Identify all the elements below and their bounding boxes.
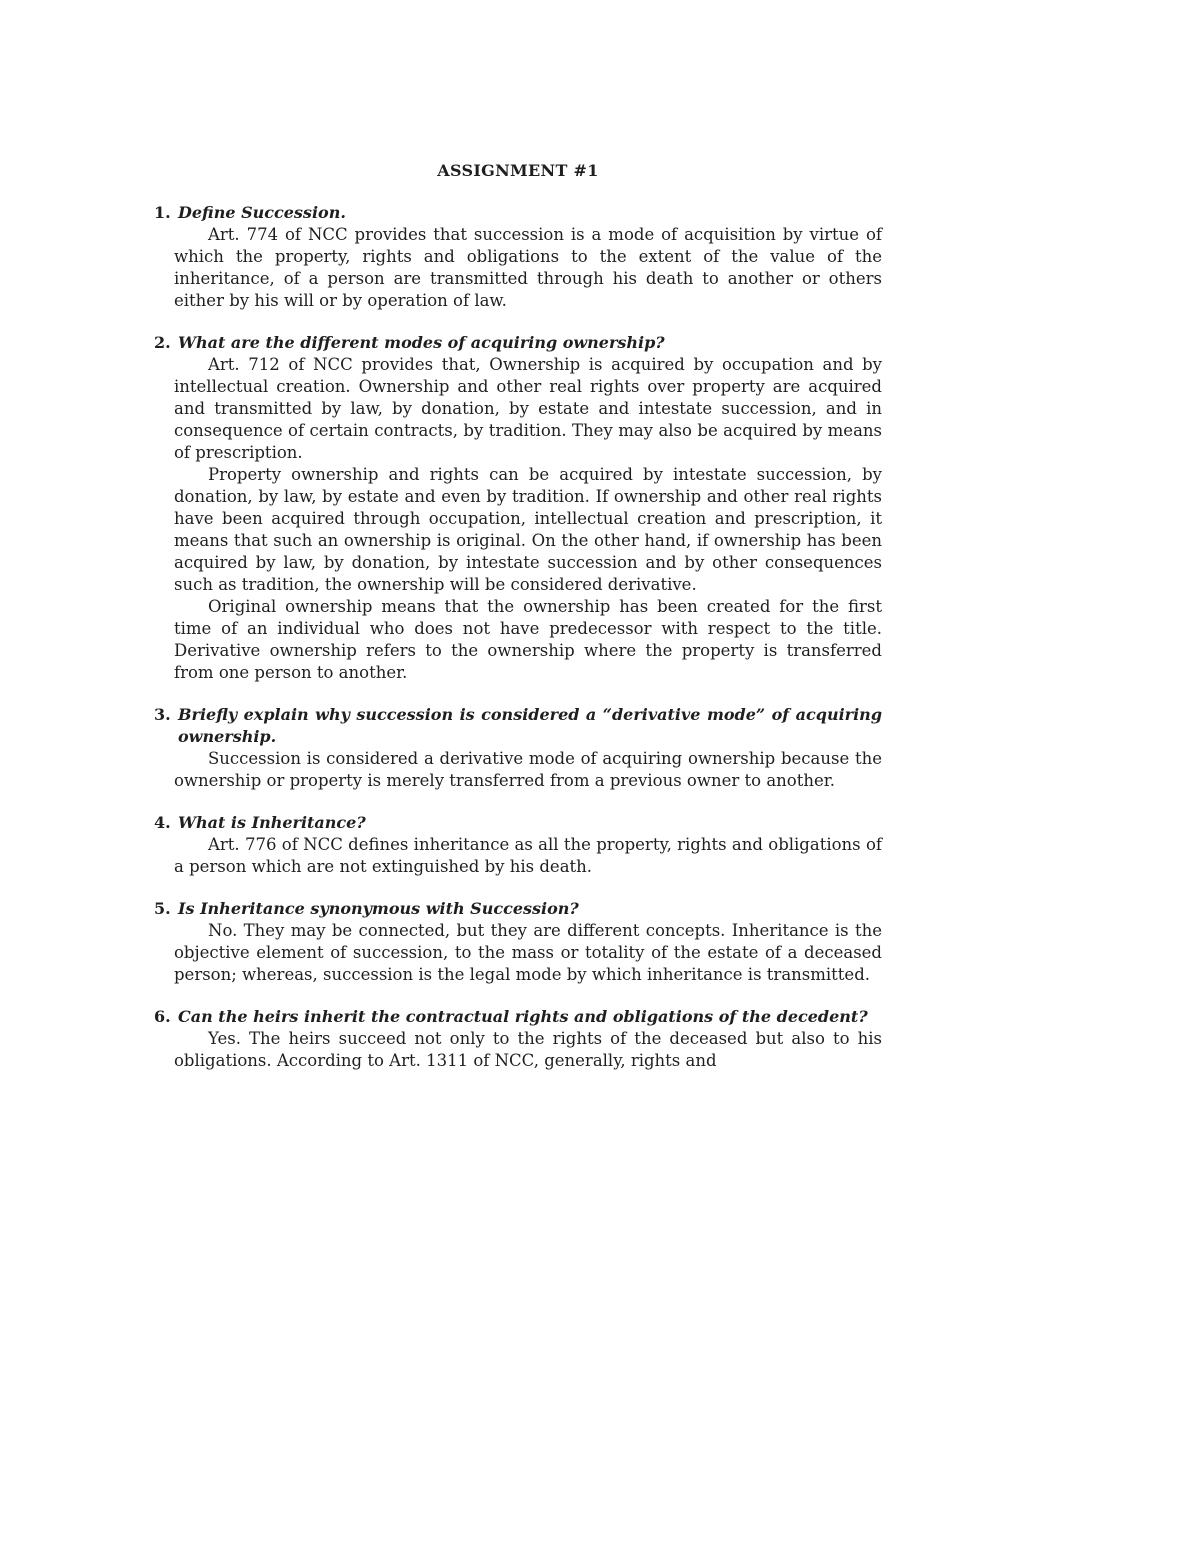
answer-paragraph: Succession is considered a derivative mode of acquiring ownership because the ownership or property is merely transferred from a previous owner to another. xyxy=(174,749,882,790)
question-text: Define Succession. xyxy=(178,203,346,222)
question-heading xyxy=(154,704,882,748)
question-number: 4. xyxy=(154,813,171,832)
question-heading xyxy=(154,202,882,224)
question-text: Briefly explain why succession is considered a “derivative mode” of acquiring ownership. xyxy=(178,705,882,746)
question-heading xyxy=(154,332,882,354)
question-item-3 xyxy=(154,704,882,792)
question-number: 5. xyxy=(154,899,171,918)
question-number: 1. xyxy=(154,203,171,222)
question-item-5 xyxy=(154,898,882,986)
question-item-1 xyxy=(154,202,882,312)
answer-paragraph: Art. 712 of NCC provides that, Ownership is acquired by occupation and by intellectual creation. Ownership and other real rights over property are acquired and transmitted by law, by donation, by estate and intestate succession, and in consequence of certain contracts, by tradition. They may also be acquired by means of prescription. xyxy=(174,355,882,462)
answer-paragraph: Original ownership means that the ownership has been created for the first time of an individual who does not have predecessor with respect to the title. Derivative ownership refers to the ownership where the property is transferred from one person to another. xyxy=(174,597,882,682)
page-title: ASSIGNMENT #1 xyxy=(437,161,599,180)
answer-paragraph: Art. 774 of NCC provides that succession is a mode of acquisition by virtue of which the property, rights and obligations to the extent of the value of the inheritance, of a person are transmitted through his death to another or others either by his will or by operation of law. xyxy=(174,225,882,310)
question-text: Can the heirs inherit the contractual rights and obligations of the decedent? xyxy=(178,1007,868,1026)
question-text: What are the different modes of acquiring ownership? xyxy=(178,333,665,352)
question-item-6 xyxy=(154,1006,882,1072)
answer-paragraph: No. They may be connected, but they are different concepts. Inheritance is the objective element of succession, to the mass or totality of the estate of a deceased person; whereas, succession is the legal mode by which inheritance is transmitted. xyxy=(174,921,882,984)
question-item-4 xyxy=(154,812,882,878)
question-heading xyxy=(154,812,882,834)
question-heading xyxy=(154,898,882,920)
document-body xyxy=(154,160,882,1092)
question-text: Is Inheritance synonymous with Succession? xyxy=(178,899,579,918)
question-number: 2. xyxy=(154,333,171,352)
answer-paragraph: Art. 776 of NCC defines inheritance as all the property, rights and obligations of a person which are not extinguished by his death. xyxy=(174,835,882,876)
answer-paragraph: Yes. The heirs succeed not only to the rights of the deceased but also to his obligations. According to Art. 1311 of NCC, generally, rights and xyxy=(174,1029,882,1070)
question-number: 6. xyxy=(154,1007,171,1026)
answer-paragraph: Property ownership and rights can be acquired by intestate succession, by donation, by law, by estate and even by tradition. If ownership and other real rights have been acquired through occupation, intellectual creation and prescription, it means that such an ownership is original. On the other hand, if ownership has been acquired by law, by donation, by intestate succession and by other consequences such as tradition, the ownership will be considered derivative. xyxy=(174,465,882,594)
question-number: 3. xyxy=(154,705,171,724)
question-text: What is Inheritance? xyxy=(178,813,366,832)
question-item-2 xyxy=(154,332,882,684)
question-heading xyxy=(154,1006,882,1028)
